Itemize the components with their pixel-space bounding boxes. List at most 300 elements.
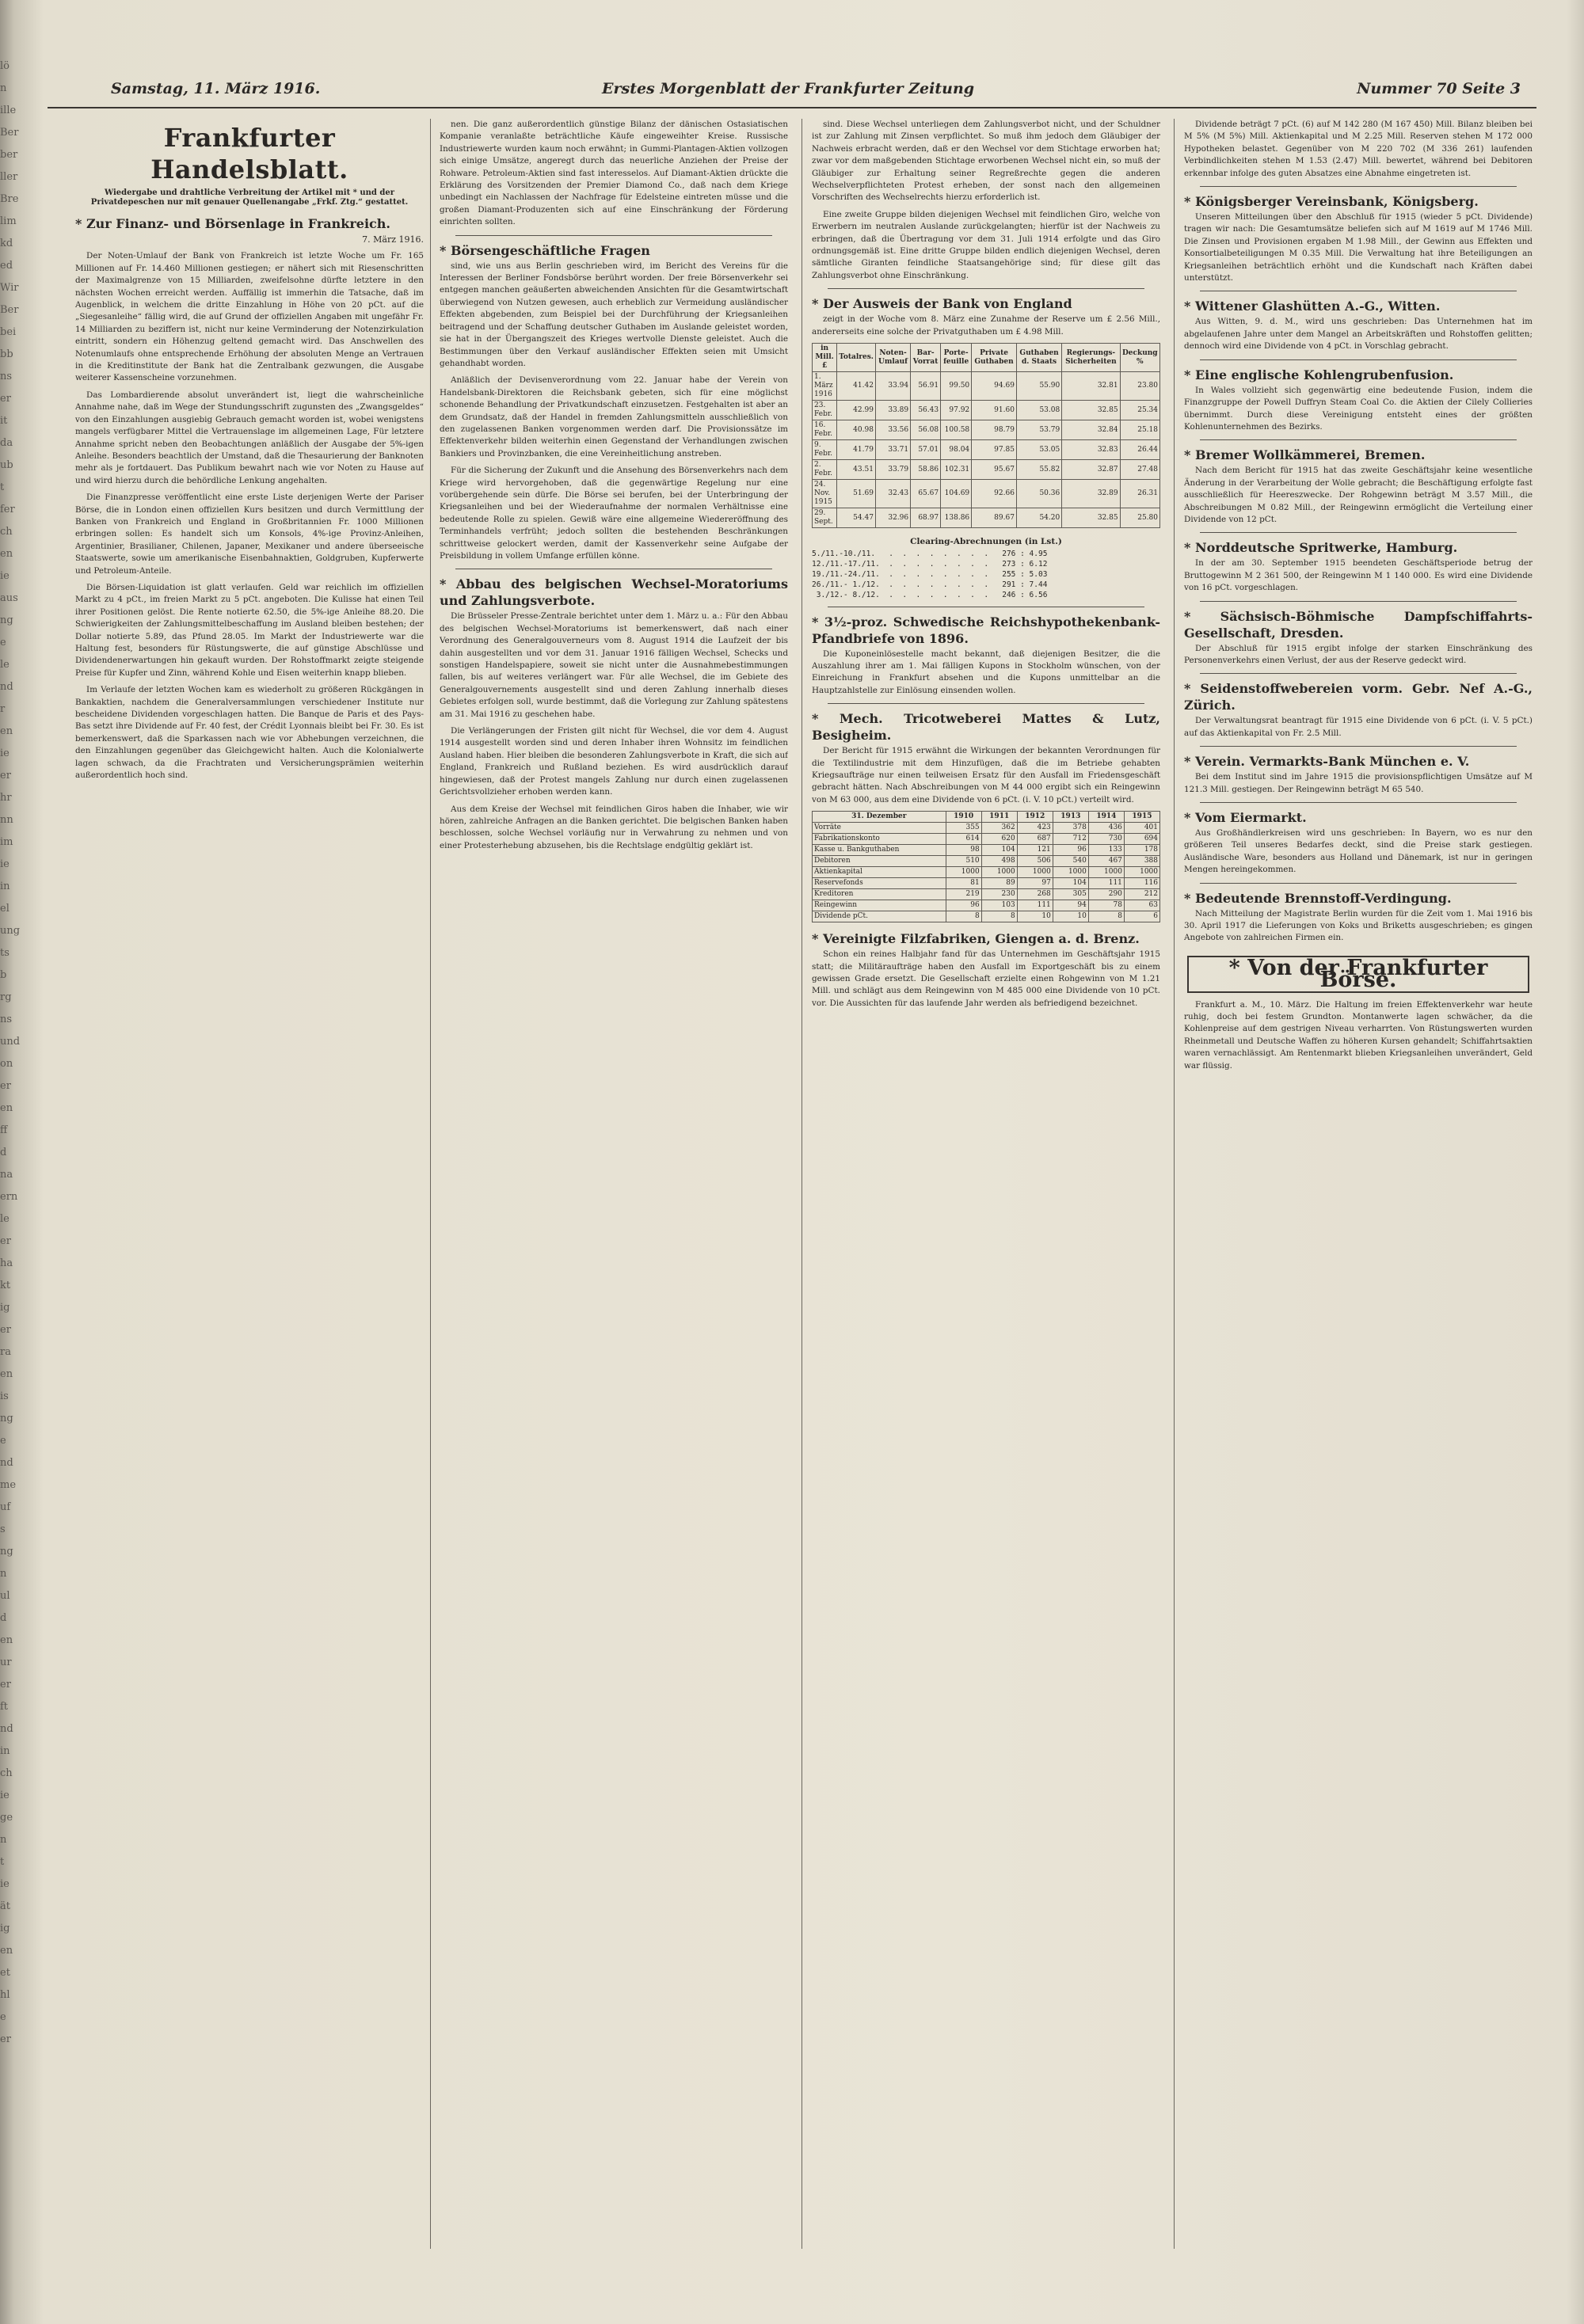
table-cell: 23. Febr. xyxy=(813,401,837,420)
table-cell: Reservefonds xyxy=(813,878,946,889)
table-row xyxy=(813,480,1160,508)
table-cell: 32.83 xyxy=(1062,440,1120,460)
paragraph: Der Noten-Umlauf der Bank von Frankreich ist letzte Woche um Fr. 165 Millionen auf Fr. 14.460 Millionen gestiegen; er nähert sich mit Riesenschritten der Maximalgrenze von 15 Milliarden, zweifelsohne dürfte letztere in den nächsten Wochen erreicht werden. Auffällig ist immerhin die Tatsache, daß im Augenblick, in welchem die dritte Einzahlung in Höhe von 20 pCt. auf die „Siegesanleihe“ fällig wird, die auf Grund der offiziellen Angaben mit ungefähr Fr. 14 Milliarden zu beziffern ist, nicht nur keine Verminderung der Notenzirkulation eintritt, sondern ein Höhenzug geltend gemacht wird. Das Anschwellen des Notenumlaufs ohne entsprechende Erhöhung der absoluten Menge an Vertrauen in die Kreditinstitute der Bank hat die Zentralbank gezwungen, die Ausgabe weiterer Kassenscheine vorzunehmen. xyxy=(75,251,424,383)
table-header-cell: Deckung % xyxy=(1120,344,1159,372)
edge-fragment: bb xyxy=(0,348,13,360)
article-body xyxy=(1184,211,1533,284)
table-intro: zeigt in der Woche vom 8. März eine Zunahme der Reserve um £ 2.56 Mill., andererseits eine solche der Privatguthaben um £ 4.98 Mill. xyxy=(812,314,1160,337)
table-cell: 32.96 xyxy=(875,508,910,528)
table-cell: 16. Febr. xyxy=(813,420,837,440)
separator xyxy=(1200,673,1517,674)
edge-fragment: ur xyxy=(0,1656,12,1668)
edge-fragment: Ber xyxy=(0,127,19,139)
table-cell: 116 xyxy=(1124,878,1159,889)
article-body xyxy=(1184,908,1533,945)
separator xyxy=(1200,883,1517,884)
table-cell: 230 xyxy=(981,889,1017,900)
table-row xyxy=(813,372,1160,401)
edge-fragment: e xyxy=(0,637,6,649)
column-1 xyxy=(75,119,424,2257)
edge-fragment: uf xyxy=(0,1501,11,1513)
article-list xyxy=(1184,186,1533,945)
separator xyxy=(828,288,1144,289)
table-cell: 78 xyxy=(1088,900,1124,911)
edge-fragment: und xyxy=(0,1036,21,1048)
table-cell: 91.60 xyxy=(972,401,1017,420)
edge-fragment: is xyxy=(0,1390,9,1402)
article-body xyxy=(812,119,1160,282)
table-cell: 25.80 xyxy=(1120,508,1159,528)
edge-fragment: ha xyxy=(0,1257,13,1269)
table-cell: 65.67 xyxy=(911,480,941,508)
table-cell: 268 xyxy=(1017,889,1053,900)
paragraph: Aus Großhändlerkreisen wird uns geschrieben: In Bayern, wo es nur den größeren Teil unseres Bedarfes deckt, sind die Preise stark gestiegen. Ausländische Ware, besonders aus Holland und Dänemark, ist nur in geringen Mengen hereingekommen. xyxy=(1184,828,1533,875)
table-cell: 92.66 xyxy=(972,480,1017,508)
edge-fragment: ed xyxy=(0,260,13,272)
table-cell: 506 xyxy=(1017,856,1053,867)
paragraph: Nach Mitteilung der Magistrate Berlin wurden für die Zeit vom 1. Mai 1916 bis 30. April 1917 die Lieferungen von Koks und Briketts ausgeschrieben; es gingen Angebote von zahlreichen Firmen ein. xyxy=(1184,908,1533,943)
separator xyxy=(1200,186,1517,187)
table-cell: 378 xyxy=(1053,823,1088,834)
table-cell: 401 xyxy=(1124,823,1159,834)
edge-fragment: d xyxy=(0,1612,7,1624)
bank-of-england-table xyxy=(812,343,1160,528)
table-cell: 96 xyxy=(946,900,981,911)
table-header-cell: Private Guthaben xyxy=(972,344,1017,372)
clearing-row: 3./12.- 8./12. . . . . . . . . 246 : 6.56 xyxy=(812,590,1048,599)
table-cell: 111 xyxy=(1088,878,1124,889)
clearing-title: Clearing-Abrechnungen (in Lst.) xyxy=(910,537,1062,547)
table-header-cell: Noten-Umlauf xyxy=(875,344,910,372)
table-row xyxy=(813,867,1160,878)
article-body xyxy=(812,745,1160,806)
table-cell: 712 xyxy=(1053,834,1088,845)
edge-fragment: ie xyxy=(0,1878,10,1890)
table-cell: 32.87 xyxy=(1062,460,1120,480)
paragraph: Frankfurt a. M., 10. März. Die Haltung im freien Effektenverkehr war heute ruhig, doch bei festem Grundton. Montanwerte lagen schwächer, da die Kohlenpreise auf dem gestrigen Niveau verharrten. Von Rüstungswerten wurden Rheinmetall und Deutsche Waffen zu höheren Kursen gehandelt; Schiffahrtsaktien waren vernachlässigt. Am Rentenmarkt blieben Kriegsanleihen unverändert, Geld war flüssig. xyxy=(1184,999,1533,1071)
paragraph: sind. Diese Wechsel unterliegen dem Zahlungsverbot nicht, und der Schuldner ist zur Zahlung mit Zinsen verpflichtet. So muß ihm jedoch dem Gläubiger der Nachweis erbracht werden, daß er den Wechsel vor dem Stichtage erworben hat; zwar vor dem maßgebenden Stichtage erworbenen Wechsel nicht ein, so muß der Gläubiger zur Erhaltung seiner Regreßrechte gegen die anderen Wechselverpflichteten Protest erheben, der sonst nach den allgemeinen Vorschriften des Wechselrechts hierzu erforderlich ist. xyxy=(812,120,1160,203)
table-cell: 219 xyxy=(946,889,981,900)
article-title: * 3½-proz. Schwedische Reichshypothekenbank-Pfandbriefe von 1896. xyxy=(812,614,1160,646)
table-cell: 540 xyxy=(1053,856,1088,867)
edge-fragment: ung xyxy=(0,925,21,937)
table-row xyxy=(813,878,1160,889)
article-dateline: 7. März 1916. xyxy=(362,234,424,245)
masthead-date: Samstag, 11. März 1916. xyxy=(111,80,321,97)
table-cell: 102.31 xyxy=(941,460,972,480)
table-cell: 26.44 xyxy=(1120,440,1159,460)
table-cell: 57.01 xyxy=(911,440,941,460)
table-cell: 23.80 xyxy=(1120,372,1159,401)
table-cell: 212 xyxy=(1124,889,1159,900)
table-cell: 111 xyxy=(1017,900,1053,911)
table-cell: 133 xyxy=(1088,845,1124,856)
table-cell: 54.20 xyxy=(1016,508,1061,528)
table-cell: 33.79 xyxy=(875,460,910,480)
paragraph: Dividende beträgt 7 pCt. (6) auf M 142 280 (M 167 450) Mill. Bilanz bleiben bei M 5% (M 5%) Mill. Aktienkapital und M 2.25 Mill. Reserven stehen M 172 000 Hypotheken belastet. Gegenüber von M 220 702 (M 336 261) laufenden Verbindlichkeiten stehen M 1.53 (2.47) Mill. bewertet, während bei Debitoren erkennbar infolge des guten Absatzes eine Abnahme eingetreten ist. xyxy=(1184,120,1533,178)
table-cell: 26.31 xyxy=(1120,480,1159,508)
table-cell: Dividende pCt. xyxy=(813,911,946,922)
table-cell: 51.69 xyxy=(837,480,876,508)
table-cell: 98.79 xyxy=(972,420,1017,440)
article-title: * Börsengeschäftliche Fragen xyxy=(440,242,650,258)
balance-table xyxy=(812,811,1160,922)
edge-fragment: rg xyxy=(0,991,12,1003)
paragraph: Die Verlängerungen der Fristen gilt nicht für Wechsel, die vor dem 4. August 1914 ausgestellt worden sind und deren Inhaber ihren Wohnsitz im feindlichen Ausland haben. Hier bleiben die besonderen Zahlungsverbote in Kraft, die sich auf England, Frankreich und Rußland beziehen. Es wird ausdrücklich darauf hingewiesen, daß der Protest mangels Zahlung nur durch einen zugelassenen Gerichtsvollzieher erhoben werden kann. xyxy=(440,726,788,797)
table-row xyxy=(813,823,1160,834)
article-body xyxy=(1184,465,1533,526)
separator xyxy=(828,703,1144,704)
table-cell: 498 xyxy=(981,856,1017,867)
table-cell: 2. Febr. xyxy=(813,460,837,480)
article-body xyxy=(440,119,788,229)
clearing-row: 12./11.-17./11. . . . . . . . . 273 : 6.12 xyxy=(812,559,1048,569)
table-cell: 25.34 xyxy=(1120,401,1159,420)
table-header-cell: Totalres. xyxy=(837,344,876,372)
table-cell: 94 xyxy=(1053,900,1088,911)
table-cell: 81 xyxy=(946,878,981,889)
table-row xyxy=(813,834,1160,845)
paragraph: In Wales vollzieht sich gegenwärtig eine bedeutende Fusion, indem die Finanzgruppe der Powell Duffryn Steam Coal Co. die Aktien der Cilely Collieries übernimmt. Durch diese Vereinigung entsteht eines der größten Kohlenunternehmen des Bezirks. xyxy=(1184,385,1533,432)
edge-fragment: im xyxy=(0,836,13,848)
table-cell: 42.99 xyxy=(837,401,876,420)
edge-fragment: Bre xyxy=(0,193,19,205)
article-title: * Verein. Vermarkts-Bank München e. V. xyxy=(1184,754,1470,770)
column-rule xyxy=(1174,119,1175,2249)
edge-fragment: ie xyxy=(0,1790,10,1801)
table-cell: 63 xyxy=(1124,900,1159,911)
edge-fragment: ra xyxy=(0,1346,11,1358)
edge-fragment: kd xyxy=(0,238,13,249)
table-cell: 97.92 xyxy=(941,401,972,420)
separator xyxy=(1200,532,1517,533)
article-body xyxy=(1184,316,1533,352)
edge-fragment: fer xyxy=(0,504,15,515)
edge-fragment: ber xyxy=(0,149,18,161)
table-cell: 54.47 xyxy=(837,508,876,528)
table-cell: 510 xyxy=(946,856,981,867)
edge-fragment: ge xyxy=(0,1812,13,1824)
paragraph: Bei dem Institut sind im Jahre 1915 die provisionspflichtigen Umsätze auf M 121.3 Mill. gestiegen. Der Reingewinn beträgt M 65 540. xyxy=(1184,772,1533,794)
edge-fragment: ie xyxy=(0,858,10,870)
table-cell: Kasse u. Bankguthaben xyxy=(813,845,946,856)
table-cell: 305 xyxy=(1053,889,1088,900)
masthead-paper-name: Erstes Morgenblatt der Frankfurter Zeitung xyxy=(602,80,975,97)
edge-fragment: hr xyxy=(0,792,12,804)
edge-fragment: ch xyxy=(0,1767,13,1779)
table-cell: 33.71 xyxy=(875,440,910,460)
paragraph: Eine zweite Gruppe bilden diejenigen Wechsel mit feindlichen Giro, welche von Erwerbern im neutralen Auslande zurückgelangten; hierfür ist der Nachweis zu erbringen, daß die Übertragung vor dem 31. Juli 1914 erfolgte und das Giro ordnungsgemäß ist. Eine dritte Gruppe bilden endlich diejenigen Wechsel, deren sämtliche Giranten feindliche Staatsangehörige sind; für diese gilt das Zahlungsverbot ohne Einschränkung. xyxy=(812,209,1160,280)
table-cell: 423 xyxy=(1017,823,1053,834)
edge-fragment: ller xyxy=(0,171,18,183)
edge-fragment: ng xyxy=(0,1546,13,1558)
table-header-cell: Bar-Vorrat xyxy=(911,344,941,372)
edge-fragment: it xyxy=(0,415,8,427)
edge-fragment: er xyxy=(0,393,11,405)
edge-fragment: ie xyxy=(0,747,10,759)
edge-fragment: ern xyxy=(0,1191,18,1203)
edge-fragment: ille xyxy=(0,105,17,116)
edge-fragment: ig xyxy=(0,1302,10,1314)
table-row xyxy=(813,889,1160,900)
table-header-cell: 1912 xyxy=(1017,812,1053,823)
table-cell: 32.85 xyxy=(1062,508,1120,528)
table-cell: 97 xyxy=(1017,878,1053,889)
table-header-cell: 1913 xyxy=(1053,812,1088,823)
table-cell: 94.69 xyxy=(972,372,1017,401)
article-body xyxy=(1184,643,1533,668)
table-cell: 33.94 xyxy=(875,372,910,401)
table-header-cell: Porte-feuille xyxy=(941,344,972,372)
edge-fragment: er xyxy=(0,1235,11,1247)
table-cell: 467 xyxy=(1088,856,1124,867)
article-title: * Der Ausweis der Bank von England xyxy=(812,296,1072,312)
table-cell: Reingewinn xyxy=(813,900,946,911)
edge-fragment: bei xyxy=(0,326,17,338)
article-title: * Seidenstoffwebereien vorm. Gebr. Nef A.-G., Zürich. xyxy=(1184,681,1533,713)
article-body xyxy=(812,949,1160,1010)
paragraph: Die Brüsseler Presse-Zentrale berichtet unter dem 1. März u. a.: Für den Abbau des belgischen Wechsel-Moratoriums ist bemerkenswert, daß nach einer Verordnung des Generalgouverneurs vom 8. August 1914 die Laufzeit der bis dahin ausgestellten und vor dem 31. Januar 1916 fälligen Wechsel, Schecks und sonstigen Handelspapiere, soweit sie nicht unter die Ausnahmebestimmungen fallen, bis auf weiteres verlängert war. Für alle Wechsel, die im Gebiete des Generalgouvernements ausgestellt sind und deren Zahlung innerhalb dieses Gebietes erfolgen soll, wurde bestimmt, daß die Vorlegung zur Zahlung spätestens am 31. Mai 1916 zu geschehen habe. xyxy=(440,611,788,719)
table-row xyxy=(813,508,1160,528)
edge-fragment: e xyxy=(0,1435,6,1447)
table-cell: 1000 xyxy=(946,867,981,878)
article-body xyxy=(1184,999,1533,1072)
edge-fragment: t xyxy=(0,1856,5,1868)
edge-fragment: kt xyxy=(0,1280,11,1291)
separator xyxy=(1200,359,1517,360)
boerse-title: * Von der Frankfurter Börse. xyxy=(1187,956,1529,993)
article-title: * Sächsisch-Böhmische Dampfschiffahrts-Gesellschaft, Dresden. xyxy=(1184,608,1533,641)
masthead-issue: Nummer 70 Seite 3 xyxy=(1357,80,1521,97)
table-cell: 1. März 1916 xyxy=(813,372,837,401)
page-edge-shadow xyxy=(1567,0,1584,2324)
edge-fragment: ns xyxy=(0,1014,13,1025)
edge-fragment: nd xyxy=(0,1723,13,1735)
table-cell: 53.79 xyxy=(1016,420,1061,440)
article-title: * Bremer Wollkämmerei, Bremen. xyxy=(1184,447,1426,463)
separator xyxy=(1200,802,1517,803)
edge-fragment: ts xyxy=(0,947,10,959)
edge-fragment: ub xyxy=(0,459,13,471)
edge-fragment: ch xyxy=(0,526,13,538)
edge-fragment: le xyxy=(0,659,10,671)
edge-fragment: er xyxy=(0,2033,11,2045)
paragraph: Das Lombardierende absolut unverändert ist, liegt die wahrscheinliche Annahme nahe, daß im Wege der Stundungsschrift zugunsten des „Zwangsgeldes“ von den Einzahlungen ausgiebig Gebrauch gemacht worden ist, wobei wenigstens mangels verfügbarer Mittel die Vertrauenslage im allgemeinen Lage, Für letztere Annahme spricht neben den Beobachtungen anläßlich der Ausgabe der 5%-igen Anleihe. Besonders beachtlich der Umstand, daß die Thesaurierung der Banknoten mehr als je fortdauert. Das Publikum bewahrt nach wie vor Noten zu Hause auf und wird hierzu durch die behördliche Lenkung angehalten. xyxy=(75,390,424,485)
table-cell: 1000 xyxy=(1017,867,1053,878)
table-cell: 104 xyxy=(1053,878,1088,889)
table-cell: 43.51 xyxy=(837,460,876,480)
table-row xyxy=(813,440,1160,460)
table-cell: 8 xyxy=(1088,911,1124,922)
table-header-cell: 1914 xyxy=(1088,812,1124,823)
table-cell: 33.89 xyxy=(875,401,910,420)
edge-fragment: er xyxy=(0,1679,11,1691)
table-cell: 58.86 xyxy=(911,460,941,480)
article-title: * Königsberger Vereinsbank, Königsberg. xyxy=(1184,194,1479,210)
article-body xyxy=(1184,827,1533,877)
paragraph: Für die Sicherung der Zukunft und die Ansehung des Börsenverkehrs nach dem Kriege wird hervorgehoben, daß die gegenwärtige Regelung nur eine vorübergehende sein dürfe. Die Börse sei berufen, bei der Unterbringung der Kriegsanleihen und bei der Wiederaufnahme der normalen Verhältnisse eine bedeutende Rolle zu spielen. Gewiß wäre eine allgemeine Wiedereröffnung des Terminhandels verfrüht; jedoch sollten die bestehenden Beschränkungen schrittweise gelockert werden, damit der Kassenverkehr seine Aufgabe der Preisbildung in vollem Umfange erfüllen könne. xyxy=(440,466,788,561)
table-cell: 138.86 xyxy=(941,508,972,528)
table-cell: 355 xyxy=(946,823,981,834)
table-header-cell: 31. Dezember xyxy=(813,812,946,823)
table-cell: 24. Nov. 1915 xyxy=(813,480,837,508)
edge-fragment: en xyxy=(0,1945,13,1957)
table-cell: Vorräte xyxy=(813,823,946,834)
article-title: * Norddeutsche Spritwerke, Hamburg. xyxy=(1184,540,1458,556)
edge-fragment: ie xyxy=(0,570,10,582)
table-cell: 53.05 xyxy=(1016,440,1061,460)
table-cell: 178 xyxy=(1124,845,1159,856)
edge-fragment: da xyxy=(0,437,13,449)
paragraph: Der Bericht für 1915 erwähnt die Wirkungen der bekannten Verordnungen für die Textilindustrie mit dem Hinzufügen, daß die im Betriebe gehabten Kriegsaufträge nur einen teilweisen Ersatz für den Ausfall im Friedensgeschäft gebracht hätten. Nach Abschreibungen von M 44 000 ergibt sich ein Reingewinn von M 63 000, aus dem eine Dividende von 6 pCt. (i. V. 10 pCt.) verteilt wird. xyxy=(812,746,1160,804)
table-cell: 104.69 xyxy=(941,480,972,508)
edge-fragment: s xyxy=(0,1523,6,1535)
separator xyxy=(455,235,772,236)
table-cell: 1000 xyxy=(981,867,1017,878)
paragraph: Unseren Mitteilungen über den Abschluß für 1915 (wieder 5 pCt. Dividende) tragen wir nach: Die Gesamtumsätze beliefen sich auf M 1619 auf M 1746 Mill. Die Zinsen und Provisionen ergaben M 1.98 Mill., der Gewinn aus Effekten und Konsortialbeteiligungen M 0.35 Mill. Die Verwaltung hat ihre Beteiligungen an Kriegsanleihen beträchtlich erhöht und die Kundschaft nach Kräften dabei unterstützt. xyxy=(1184,212,1533,283)
table-row xyxy=(813,401,1160,420)
paragraph: Aus dem Kreise der Wechsel mit feindlichen Giros haben die Inhaber, wie wir hören, zahlreiche Anfragen an die Banken gerichtet. Die belgischen Banken haben beschlossen, solche Wechsel vorläufig nur in Verwahrung zu nehmen und von einer Protesterhebung abzusehen, bis die Rechtslage endgültig geklärt ist. xyxy=(440,804,788,850)
table-cell: 6 xyxy=(1124,911,1159,922)
edge-fragment: n xyxy=(0,82,7,94)
table-cell: 388 xyxy=(1124,856,1159,867)
paragraph: Aus Witten, 9. d. M., wird uns geschrieben: Das Unternehmen hat im abgelaufenen Jahre unter dem Mangel an Arbeitskräften und Rohstoffen gelitten; dennoch wird eine Dividende von 4 pCt. in Vorschlag gebracht. xyxy=(1184,317,1533,352)
table-cell: Kreditoren xyxy=(813,889,946,900)
table-cell: 620 xyxy=(981,834,1017,845)
paragraph: nen. Die ganz außerordentlich günstige Bilanz der dänischen Ostasiatischen Kompanie veranlaßte beträchtliche Käufe eingeweihter Kreise. Russische Industriewerte wurden kaum noch erwähnt; in Gummi-Plantagen-Aktien vollzogen sich einige Umsätze, angeregt durch das neuerliche Anziehen der Preise der Rohware. Petroleum-Aktien sind fast interesselos. Auf Diamant-Aktien drückte die Erklärung des Vorsitzenden der Premier Diamond Co., daß nach dem Kriege unbedingt ein Nachlassen der Nachfrage für Edelsteine eintreten müsse und die großen Diamant-Produzenten sich auf eine Einschränkung der Förderung einrichten sollten. xyxy=(440,120,788,227)
table-row xyxy=(813,420,1160,440)
table-cell: 56.91 xyxy=(911,372,941,401)
table-cell: 362 xyxy=(981,823,1017,834)
table-cell: 56.43 xyxy=(911,401,941,420)
table-cell: 290 xyxy=(1088,889,1124,900)
table-header-cell: 1911 xyxy=(981,812,1017,823)
separator xyxy=(1200,746,1517,747)
table-cell: 98.04 xyxy=(941,440,972,460)
edge-fragment: t xyxy=(0,481,5,493)
edge-fragment: ns xyxy=(0,371,13,382)
edge-fragment: nd xyxy=(0,681,13,693)
clearing-list xyxy=(812,549,1160,600)
article-body xyxy=(440,610,788,852)
table-header-cell: Regierungs-Sicherheiten xyxy=(1062,344,1120,372)
article-title: * Eine englische Kohlengrubenfusion. xyxy=(1184,367,1454,382)
table-cell: 40.98 xyxy=(837,420,876,440)
table-cell: 29. Sept. xyxy=(813,508,837,528)
clearing-row: 26./11.- 1./12. . . . . . . . . 291 : 7.44 xyxy=(812,580,1048,589)
column-2 xyxy=(440,119,788,2257)
edge-fragment: en xyxy=(0,1102,13,1114)
table-row xyxy=(813,845,1160,856)
table-cell: 96 xyxy=(1053,845,1088,856)
table-cell: 89 xyxy=(981,878,1017,889)
separator xyxy=(1200,601,1517,602)
edge-fragment: na xyxy=(0,1169,13,1181)
article-title: * Vereinigte Filzfabriken, Giengen a. d. Brenz. xyxy=(812,931,1140,947)
edge-fragment: en xyxy=(0,548,13,560)
edge-fragment: hl xyxy=(0,1989,10,2001)
paragraph: sind, wie uns aus Berlin geschrieben wird, im Bericht des Vereins für die Interessen der Berliner Fondsbörse berührt worden. Der freie Börsenverkehr sei entgegen manchen geäußerten abweichenden Ansichten für die Gesamtwirtschaft überwiegend von Nutzen gewesen, auch erheblich zur Vermeidung ausländischer Effekten abgebenden, zum Beispiel bei der Durchführung der Kriegsanleihen beitragend und der Schaffung deutscher Guthaben im Auslande geleistet worden, sie hat in der Übergangszeit des Krieges wertvolle Dienste geleistet. Auch die Bestimmungen über den Verkauf ausländischer Effekten seien mit Umsicht gehandhabt worden. xyxy=(440,261,788,368)
paragraph: Der Verwaltungsrat beantragt für 1915 eine Dividende von 6 pCt. (i. V. 5 pCt.) auf das Aktienkapital von Fr. 2.5 Mill. xyxy=(1184,716,1533,738)
table-row xyxy=(813,900,1160,911)
table-cell: 8 xyxy=(946,911,981,922)
edge-fragment: ft xyxy=(0,1701,9,1713)
edge-fragment: Ber xyxy=(0,304,19,316)
edge-fragment: e xyxy=(0,2011,6,2023)
article-title: * Abbau des belgischen Wechsel-Moratoriums und Zahlungsverbote. xyxy=(440,576,788,609)
table-cell: Fabrikationskonto xyxy=(813,834,946,845)
table-header-cell: 1915 xyxy=(1124,812,1159,823)
paragraph: Im Verlaufe der letzten Wochen kam es wiederholt zu größeren Rückgängen in Bankaktien, nachdem die Generalversammlungen verschiedener Institute nur bescheidene Dividenden vorgeschlagen hatten. Die Banque de Paris et des Pays-Bas setzt ihre Dividende auf Fr. 40 fest, der Crédit Lyonnais bleibt bei Fr. 30. Es ist bemerkenswert, daß die Sparkassen nach wie vor Abhebungen verzeichnen, die den Einzahlungen gegenüber das Gleichgewicht halten. Auch die Kolonialwerte lagen schwach, da die Frachtraten und Versicherungsprämien weiterhin außerordentlich hoch sind. xyxy=(75,685,424,781)
clearing-row: 19./11.-24./11. . . . . . . . . 255 : 5.03 xyxy=(812,569,1048,579)
table-cell: 41.79 xyxy=(837,440,876,460)
edge-fragment: n xyxy=(0,1568,7,1580)
table-cell: 32.85 xyxy=(1062,401,1120,420)
edge-fragment: r xyxy=(0,703,6,715)
table-cell: 730 xyxy=(1088,834,1124,845)
table-cell: 95.67 xyxy=(972,460,1017,480)
edge-fragment: nn xyxy=(0,814,13,826)
edge-fragment: n xyxy=(0,1834,7,1846)
edge-fragment: en xyxy=(0,725,13,737)
article-body xyxy=(1184,557,1533,594)
table-cell: 9. Febr. xyxy=(813,440,837,460)
article-body xyxy=(1184,715,1533,740)
table-header-cell: in Mill. £ xyxy=(813,344,837,372)
article-body xyxy=(440,261,788,563)
edge-fragment: er xyxy=(0,1324,11,1336)
edge-fragment: lö xyxy=(0,60,10,72)
table-cell: 100.58 xyxy=(941,420,972,440)
edge-fragment: nd xyxy=(0,1457,13,1469)
table-cell: 614 xyxy=(946,834,981,845)
edge-fragment: en xyxy=(0,1368,13,1380)
paragraph: Schon ein reines Halbjahr fand für das Unternehmen im Geschäftsjahr 1915 statt; die Militäraufträge haben den Ausfall im Exportgeschäft bis zu einem gewissen Grade ersetzt. Die Gesellschaft erzielte einen Rohgewinn von M 1.21 Mill. und schlägt aus dem Reingewinn von M 485 000 eine Dividende von 10 pCt. vor. Die Aussichten für das laufende Jahr werden als befriedigend bezeichnet. xyxy=(812,949,1160,1008)
table-cell: 104 xyxy=(981,845,1017,856)
table-cell: 436 xyxy=(1088,823,1124,834)
edge-fragment: er xyxy=(0,1080,11,1092)
table-header-cell: 1910 xyxy=(946,812,981,823)
edge-fragment: in xyxy=(0,1745,10,1757)
table-cell: Aktienkapital xyxy=(813,867,946,878)
table-cell: 32.89 xyxy=(1062,480,1120,508)
table-cell: 1000 xyxy=(1124,867,1159,878)
table-cell: 99.50 xyxy=(941,372,972,401)
table-cell: 32.84 xyxy=(1062,420,1120,440)
masthead xyxy=(48,75,1536,108)
table-cell: 32.81 xyxy=(1062,372,1120,401)
edge-fragment: ig xyxy=(0,1923,10,1934)
article-title: * Zur Finanz- und Börsenlage in Frankreich. xyxy=(75,216,390,231)
table-cell: 694 xyxy=(1124,834,1159,845)
table-cell: 8 xyxy=(981,911,1017,922)
article-title: * Bedeutende Brennstoff-Verdingung. xyxy=(1184,890,1452,906)
paragraph: Nach dem Bericht für 1915 hat das zweite Geschäftsjahr keine wesentliche Änderung in der Verarbeitung der Wolle gebracht; die Beschäftigung erfolgte fast ausschließlich für Heereszwecke. Der Rohgewinn beträgt M 3.57 Mill., die Abschreibungen M 0.82 Mill., der Reingewinn ermöglicht die Verteilung einer Dividende von 12 pCt. xyxy=(1184,466,1533,524)
article-body xyxy=(1184,385,1533,434)
paragraph: In der am 30. September 1915 beendeten Geschäftsperiode betrug der Bruttogewinn M 2 361 500, der Reingewinn M 1 140 000. Es wird eine Dividende von 16 pCt. vorgeschlagen. xyxy=(1184,558,1533,593)
edge-fragment: lim xyxy=(0,215,17,227)
edge-fragment: ng xyxy=(0,1413,13,1424)
column-4 xyxy=(1184,119,1533,2257)
edge-fragment: ng xyxy=(0,614,13,626)
edge-fragment: on xyxy=(0,1058,13,1070)
paragraph: Die Kuponeinlösestelle macht bekannt, daß diejenigen Besitzer, die die Auszahlung ihrer am 1. Mai fälligen Kupons in Stockholm wünschen, von der Einreichung in Frankfurt absehen und die Kupons unmittelbar an die Hauptzahlstelle zur Einlösung einsenden wollen. xyxy=(812,649,1160,695)
table-cell: 10 xyxy=(1053,911,1088,922)
table-cell: 121 xyxy=(1017,845,1053,856)
paragraph: Anläßlich der Devisenverordnung vom 22. Januar habe der Verein von Handelsbank-Direktoren die Reichsbank gebeten, sich für eine möglichst schonende Behandlung der Privatkundschaft einzusetzen. Festgehalten ist aber an dem Grundsatz, daß der Handel in fremden Zahlungsmitteln ausschließlich von den zugelassenen Banken vorgenommen werden darf. Die Provisionssätze im Effektenverkehr bilden weiterhin einen Gegenstand der Verhandlungen zwischen Bankiers und Provinzbanken, die eine Vereinheitlichung anstreben. xyxy=(440,375,788,458)
table-cell: 103 xyxy=(981,900,1017,911)
edge-fragment: Wir xyxy=(0,282,19,294)
